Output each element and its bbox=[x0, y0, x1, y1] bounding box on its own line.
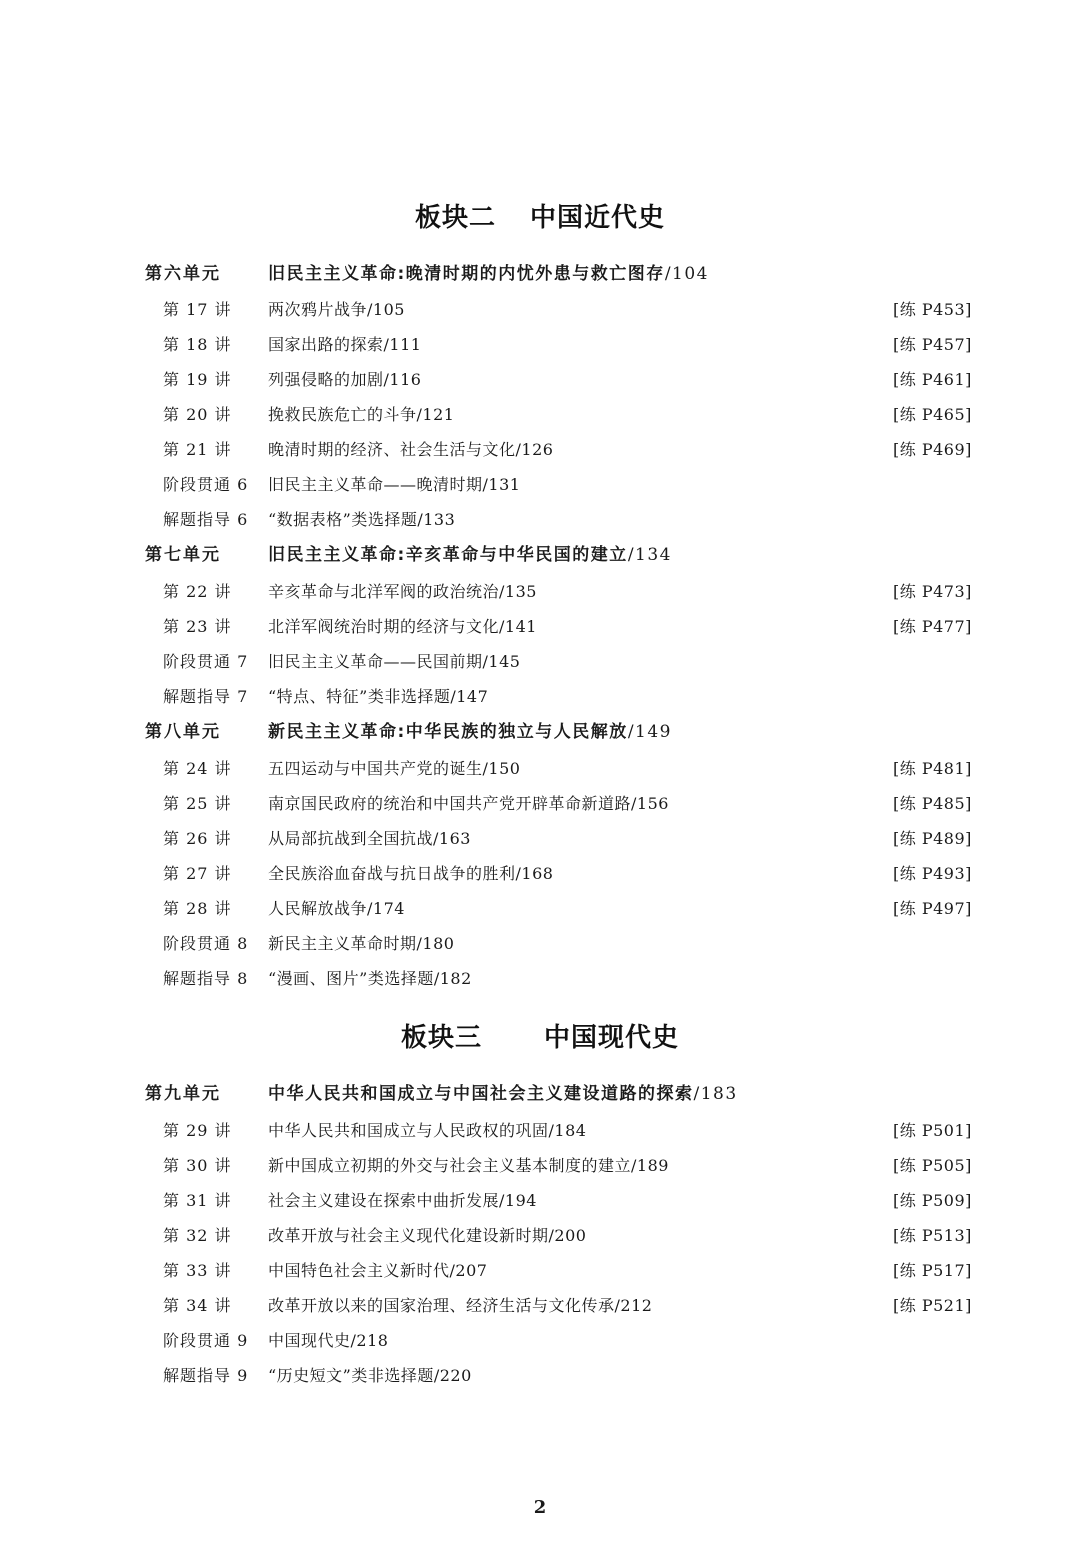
toc-lesson-row[interactable] bbox=[0, 751, 1080, 786]
lesson-label: 第 29 讲 bbox=[163, 1121, 232, 1140]
lesson-title: 中国特色社会主义新时代/207 bbox=[268, 1261, 488, 1280]
practice-page-ref: [练 P477] bbox=[893, 617, 972, 636]
toc-lesson-row[interactable] bbox=[0, 891, 1080, 926]
unit-title: 旧民主主义革命:晚清时期的内忧外患与救亡图存/104 bbox=[268, 264, 709, 284]
practice-page-ref: [练 P461] bbox=[893, 370, 972, 389]
section-title bbox=[0, 197, 1080, 234]
lesson-label: 第 25 讲 bbox=[163, 794, 232, 813]
toc-lesson-row[interactable] bbox=[0, 1323, 1080, 1358]
practice-page-ref: [练 P493] bbox=[893, 864, 972, 883]
lesson-label: 解题指导 9 bbox=[163, 1366, 249, 1385]
practice-page-ref: [练 P481] bbox=[893, 759, 972, 778]
toc-lesson-row[interactable] bbox=[0, 327, 1080, 362]
lesson-title: “漫画、图片”类选择题/182 bbox=[268, 969, 472, 988]
lesson-label: 阶段贯通 9 bbox=[163, 1331, 249, 1350]
lesson-title: 新中国成立初期的外交与社会主义基本制度的建立/189 bbox=[268, 1156, 669, 1175]
lesson-title: 改革开放与社会主义现代化建设新时期/200 bbox=[268, 1226, 587, 1245]
unit-title: 中华人民共和国成立与中国社会主义建设道路的探索/183 bbox=[268, 1084, 738, 1104]
unit-label: 第六单元 bbox=[145, 264, 221, 284]
unit-title: 新民主主义革命:中华民族的独立与人民解放/149 bbox=[268, 722, 672, 742]
lesson-label: 第 33 讲 bbox=[163, 1261, 232, 1280]
lesson-label: 阶段贯通 6 bbox=[163, 475, 249, 494]
toc-lesson-row[interactable] bbox=[0, 502, 1080, 537]
toc-lesson-row[interactable] bbox=[0, 609, 1080, 644]
lesson-title: 晚清时期的经济、社会生活与文化/126 bbox=[268, 440, 554, 459]
lesson-title: 南京国民政府的统治和中国共产党开辟革命新道路/156 bbox=[268, 794, 669, 813]
toc-lesson-row[interactable] bbox=[0, 926, 1080, 961]
lesson-label: 阶段贯通 7 bbox=[163, 652, 249, 671]
lesson-title: 社会主义建设在探索中曲折发展/194 bbox=[268, 1191, 537, 1210]
toc-lesson-row[interactable] bbox=[0, 1253, 1080, 1288]
lesson-title: 列强侵略的加剧/116 bbox=[268, 370, 422, 389]
lesson-title: 旧民主主义革命——民国前期/145 bbox=[268, 652, 521, 671]
lesson-label: 第 28 讲 bbox=[163, 899, 232, 918]
toc-lesson-row[interactable] bbox=[0, 292, 1080, 327]
practice-page-ref: [练 P465] bbox=[893, 405, 972, 424]
practice-page-ref: [练 P489] bbox=[893, 829, 972, 848]
lesson-label: 第 19 讲 bbox=[163, 370, 232, 389]
practice-page-ref: [练 P505] bbox=[893, 1156, 972, 1175]
lesson-label: 第 32 讲 bbox=[163, 1226, 232, 1245]
toc-unit-row[interactable] bbox=[0, 257, 1080, 292]
page-number: 2 bbox=[533, 1497, 547, 1518]
lesson-label: 第 23 讲 bbox=[163, 617, 232, 636]
lesson-label: 第 17 讲 bbox=[163, 300, 232, 319]
section-name: 板块二 bbox=[414, 203, 496, 233]
toc-lesson-row[interactable] bbox=[0, 574, 1080, 609]
toc-lesson-row[interactable] bbox=[0, 856, 1080, 891]
lesson-title: 从局部抗战到全国抗战/163 bbox=[268, 829, 471, 848]
unit-title: 旧民主主义革命:辛亥革命与中华民国的建立/134 bbox=[268, 545, 672, 565]
practice-page-ref: [练 P485] bbox=[893, 794, 972, 813]
lesson-title: 中华人民共和国成立与人民政权的巩固/184 bbox=[268, 1121, 587, 1140]
lesson-label: 解题指导 7 bbox=[163, 687, 249, 706]
lesson-title: 全民族浴血奋战与抗日战争的胜利/168 bbox=[268, 864, 554, 883]
toc-lesson-row[interactable] bbox=[0, 362, 1080, 397]
lesson-title: 北洋军阀统治时期的经济与文化/141 bbox=[268, 617, 537, 636]
lesson-title: “数据表格”类选择题/133 bbox=[268, 510, 456, 529]
practice-page-ref: [练 P521] bbox=[893, 1296, 972, 1315]
practice-page-ref: [练 P453] bbox=[893, 300, 972, 319]
toc-lesson-row[interactable] bbox=[0, 432, 1080, 467]
lesson-label: 第 31 讲 bbox=[163, 1191, 232, 1210]
practice-page-ref: [练 P473] bbox=[893, 582, 972, 601]
toc-lesson-row[interactable] bbox=[0, 1218, 1080, 1253]
practice-page-ref: [练 P469] bbox=[893, 440, 972, 459]
lesson-title: “特点、特征”类非选择题/147 bbox=[268, 687, 489, 706]
lesson-title: 国家出路的探索/111 bbox=[268, 335, 422, 354]
lesson-label: 第 30 讲 bbox=[163, 1156, 232, 1175]
lesson-label: 第 24 讲 bbox=[163, 759, 232, 778]
toc-lesson-row[interactable] bbox=[0, 397, 1080, 432]
lesson-label: 阶段贯通 8 bbox=[163, 934, 249, 953]
lesson-label: 第 34 讲 bbox=[163, 1296, 232, 1315]
lesson-label: 第 18 讲 bbox=[163, 335, 232, 354]
section-title bbox=[0, 1017, 1080, 1054]
toc-lesson-row[interactable] bbox=[0, 786, 1080, 821]
section-subject: 中国近代史 bbox=[530, 203, 666, 233]
unit-label: 第九单元 bbox=[145, 1084, 221, 1104]
lesson-title: 五四运动与中国共产党的诞生/150 bbox=[268, 759, 521, 778]
unit-label: 第八单元 bbox=[145, 722, 221, 742]
lesson-title: 辛亥革命与北洋军阀的政治统治/135 bbox=[268, 582, 537, 601]
section-name: 板块三 bbox=[400, 1023, 482, 1053]
lesson-title: “历史短文”类非选择题/220 bbox=[268, 1366, 472, 1385]
toc-lesson-row[interactable] bbox=[0, 1113, 1080, 1148]
lesson-label: 第 22 讲 bbox=[163, 582, 232, 601]
lesson-label: 解题指导 8 bbox=[163, 969, 249, 988]
toc-lesson-row[interactable] bbox=[0, 679, 1080, 714]
lesson-title: 新民主主义革命时期/180 bbox=[268, 934, 455, 953]
lesson-title: 挽救民族危亡的斗争/121 bbox=[268, 405, 455, 424]
toc-lesson-row[interactable] bbox=[0, 961, 1080, 996]
practice-page-ref: [练 P517] bbox=[893, 1261, 972, 1280]
toc-lesson-row[interactable] bbox=[0, 1183, 1080, 1218]
toc-lesson-row[interactable] bbox=[0, 644, 1080, 679]
lesson-title: 人民解放战争/174 bbox=[268, 899, 405, 918]
lesson-title: 旧民主主义革命——晚清时期/131 bbox=[268, 475, 521, 494]
toc-unit-row[interactable] bbox=[0, 1077, 1080, 1112]
lesson-title: 两次鸦片战争/105 bbox=[268, 300, 405, 319]
toc-lesson-row[interactable] bbox=[0, 821, 1080, 856]
lesson-label: 第 20 讲 bbox=[163, 405, 232, 424]
unit-label: 第七单元 bbox=[145, 545, 221, 565]
toc-unit-row[interactable] bbox=[0, 715, 1080, 750]
practice-page-ref: [练 P513] bbox=[893, 1226, 972, 1245]
practice-page-ref: [练 P457] bbox=[893, 335, 972, 354]
lesson-label: 第 27 讲 bbox=[163, 864, 232, 883]
practice-page-ref: [练 P497] bbox=[893, 899, 972, 918]
toc-unit-row[interactable] bbox=[0, 538, 1080, 573]
practice-page-ref: [练 P509] bbox=[893, 1191, 972, 1210]
section-subject: 中国现代史 bbox=[544, 1023, 680, 1053]
lesson-title: 改革开放以来的国家治理、经济生活与文化传承/212 bbox=[268, 1296, 653, 1315]
toc-lesson-row[interactable] bbox=[0, 1358, 1080, 1393]
lesson-label: 解题指导 6 bbox=[163, 510, 249, 529]
toc-lesson-row[interactable] bbox=[0, 467, 1080, 502]
toc-lesson-row[interactable] bbox=[0, 1148, 1080, 1183]
lesson-label: 第 21 讲 bbox=[163, 440, 232, 459]
toc-lesson-row[interactable] bbox=[0, 1288, 1080, 1323]
lesson-label: 第 26 讲 bbox=[163, 829, 232, 848]
lesson-title: 中国现代史/218 bbox=[268, 1331, 389, 1350]
practice-page-ref: [练 P501] bbox=[893, 1121, 972, 1140]
